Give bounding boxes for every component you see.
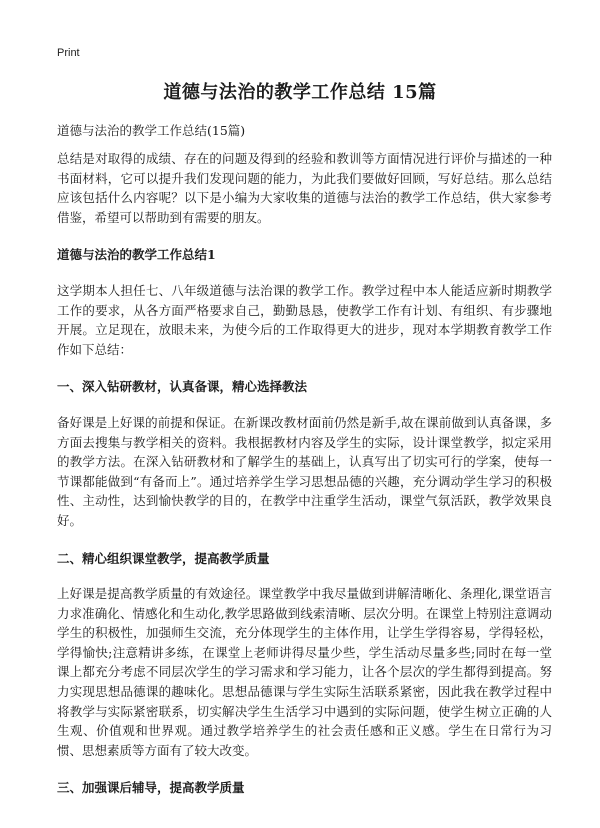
point-2-heading: 二、精心组织课堂教学，提高教学质量 — [57, 550, 270, 566]
point-2-paragraph: 上好课是提高教学质量的有效途径。课堂教学中我尽量做到讲解清晰化、条理化,课堂语言力求准确化、情感化和生动化,教学思路做到线索清晰、层次分明。在课堂上特别注意调动学生的积极性，加强师生交流，充分体现学生的主体作用，让学生学得容易，学得轻松，学得愉快;注意精讲多练，在课堂上老师讲得尽量少些，学生活动尽量多些;同时在每一堂课上都充分考虑不同层次学生的学习需求和学习能力，让各个层次的学生都得到提高。努力实现思想品德课的趣味化。思想品德课与学生实际生活联系紧密，因此我在教学过程中将教学与实际紧密联系，切实解决学生生活学习中遇到的实际问题，使学生树立正确的人生观、价值观和世界观。通过教学培养学生的社会责任感和正义感。学生在日常行为习惯、思想素质等方面有了较大改变。 — [57, 586, 552, 758]
section-intro-paragraph: 这学期本人担任七、八年级道德与法治课的教学工作。教学过程中本人能适应新时期教学工作的要求，从各方面严格要求自己，勤勤恳恳，使教学工作有计划、有组织、有步骤地开展。立足现在，放眼未来，为使今后的工作取得更大的进步，现对本学期教育教学工作作如下总结： — [57, 282, 552, 357]
document-subtitle: 道德与法治的教学工作总结(15篇) — [57, 123, 246, 138]
point-3-heading: 三、加强课后辅导，提高教学质量 — [57, 780, 245, 796]
document-body — [57, 149, 552, 814]
point-1-heading: 一、深入钻研教材，认真备课，精心选择教法 — [57, 379, 308, 395]
point-1-paragraph: 备好课是上好课的前提和保证。在新课改教材面前仍然是新手,故在课前做到认真备课，多方面去搜集与教学相关的资料。我根据教材内容及学生的实际，设计课堂教学，拟定采用的教学方法。在深入钻研教材和了解学生的基础上，认真写出了切实可行的学案，使每一节课都能做到“有备而上”。通过培养学生学习思想品德的兴趣，充分调动学生学习的积极性、主动性，达到愉快教学的目的，在教学中注重学生活动，课堂气氛活跃，教学效果良好。 — [57, 414, 552, 528]
page-title: 道德与法治的教学工作总结 15篇 — [163, 82, 437, 103]
section-heading: 道德与法治的教学工作总结1 — [57, 247, 216, 263]
intro-paragraph: 总结是对取得的成绩、存在的问题及得到的经验和教训等方面情况进行评价与描述的一种书面材料，它可以提升我们发现问题的能力，为此我们要做好回顾，写好总结。那么总结应该包括什么内容呢？以下是小编为大家收集的道德与法治的教学工作总结，供大家参考借鉴，希望可以帮助到有需要的朋友。 — [57, 151, 552, 225]
print-link[interactable]: Print — [57, 47, 80, 59]
